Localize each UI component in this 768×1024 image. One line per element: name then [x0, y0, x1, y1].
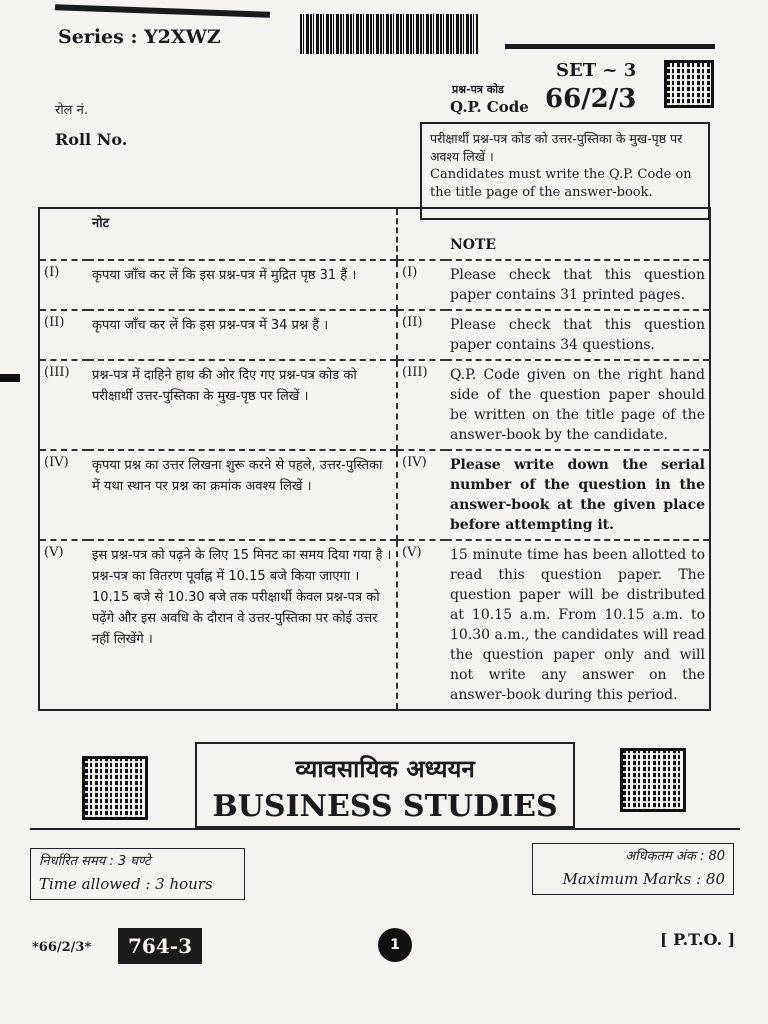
- note-number-hindi: (I): [44, 265, 60, 280]
- note-row: [39, 360, 710, 450]
- subject-title: BUSINESS STUDIES: [212, 789, 558, 824]
- pto-label: [ P.T.O. ]: [660, 930, 736, 949]
- note-row: [39, 260, 710, 310]
- barcode: [300, 14, 478, 54]
- note-number: (V): [402, 545, 422, 560]
- note-text: Please write down the serial number of the question in the answer-book at the given place before attempting it.: [450, 457, 705, 533]
- note-row: [39, 540, 710, 710]
- note-text-hindi: कृपया प्रश्न का उत्तर लिखना शुरू करने से पहले, उत्तर-पुस्तिका में यथा स्थान पर प्रश्न का क्रमांक अवश्य लिखें ।: [88, 450, 397, 540]
- page-number: 1: [378, 928, 412, 962]
- notes-heading-hindi: नोट: [88, 208, 397, 260]
- note-text: Please check that this question paper contains 31 printed pages.: [450, 267, 705, 303]
- set-label: SET ~ 3: [556, 60, 637, 81]
- max-marks-hindi: अधिकतम अंक : 80: [625, 849, 725, 864]
- note-row: [39, 310, 710, 360]
- roll-no-label: Roll No.: [55, 130, 128, 149]
- note-text-hindi: इस प्रश्न-पत्र को पढ़ने के लिए 15 मिनट का समय दिया गया है । प्रश्न-पत्र का वितरण पूर्वाह्न में 10.15 बजे किया जाएगा । 10.15 बजे से 10.30 बजे तक परीक्षार्थी केवल प्रश्न-पत्र को पढ़ेंगे और इस अवधि के दौरान वे उत्तर-पुस्तिका पर कोई उत्तर नहीं लिखेंगे ।: [88, 540, 397, 710]
- notes-table: [38, 207, 711, 711]
- note-number-hindi: (IV): [44, 455, 69, 470]
- time-allowed-hindi: निर्धारित समय : 3 घण्टे: [39, 854, 151, 869]
- note-text-hindi: कृपया जाँच कर लें कि इस प्रश्न-पत्र में मुद्रित पृष्ठ 31 हैं ।: [88, 260, 397, 310]
- top-rule: [55, 4, 270, 17]
- qr-code-icon: [82, 756, 148, 820]
- note-number-hindi: (III): [44, 365, 70, 380]
- note-number: (III): [402, 365, 428, 380]
- note-text: Q.P. Code given on the right hand side of the question paper should be written on the title page of the answer-book by the candidate.: [450, 367, 705, 443]
- series-label: Series : Y2XWZ: [58, 26, 221, 48]
- qp-code-label-hindi: प्रश्न-पत्र कोड: [452, 83, 504, 96]
- notes-heading: NOTE: [450, 237, 497, 253]
- note-text-hindi: कृपया जाँच कर लें कि इस प्रश्न-पत्र में 34 प्रश्न हैं ।: [88, 310, 397, 360]
- qp-code-instruction-box: [420, 122, 710, 220]
- note-text: 15 minute time has been allotted to read this question paper. The question paper will be distributed at 10.15 a.m. From 10.15 a.m. to 10.30 a.m., the candidates will read the question paper only and will not write any answer on the answer-book during this period.: [450, 547, 705, 703]
- qp-code-value: 66/2/3: [545, 84, 637, 114]
- instruction-english: Candidates must write the Q.P. Code on the title page of the answer-book.: [430, 167, 692, 200]
- note-number-hindi: (V): [44, 545, 64, 560]
- instruction-hindi: परीक्षार्थी प्रश्न-पत्र कोड को उत्तर-पुस्तिका के मुख-पृष्ठ पर अवश्य लिखें ।: [430, 131, 683, 164]
- qp-code-label: Q.P. Code: [450, 98, 529, 116]
- note-text: Please check that this question paper contains 34 questions.: [450, 317, 705, 353]
- note-number-hindi: (II): [44, 315, 65, 330]
- note-row: [39, 450, 710, 540]
- roll-no-label-hindi: रोल नं.: [55, 103, 88, 118]
- note-number: (II): [402, 315, 423, 330]
- right-rule: [505, 44, 715, 49]
- note-text-hindi: प्रश्न-पत्र में दाहिने हाथ की ओर दिए गए प्रश्न-पत्र कोड को परीक्षार्थी उत्तर-पुस्तिका के मुख-पृष्ठ पर लिखें ।: [88, 360, 397, 450]
- qr-code-icon: [664, 60, 714, 108]
- time-allowed: Time allowed : 3 hours: [39, 875, 213, 893]
- max-marks: Maximum Marks : 80: [562, 870, 725, 888]
- note-number: (IV): [402, 455, 427, 470]
- divider: [30, 828, 740, 830]
- note-number: (I): [402, 265, 418, 280]
- time-allowed-box: [30, 848, 245, 900]
- qr-code-icon: [620, 748, 686, 812]
- subject-title-box: [195, 742, 575, 828]
- margin-mark: [0, 374, 20, 382]
- footer-number-badge: 764-3: [118, 928, 202, 964]
- footer-paper-code: *66/2/3*: [32, 940, 92, 955]
- max-marks-box: [532, 843, 734, 895]
- subject-title-hindi: व्यावसायिक अध्ययन: [295, 755, 475, 783]
